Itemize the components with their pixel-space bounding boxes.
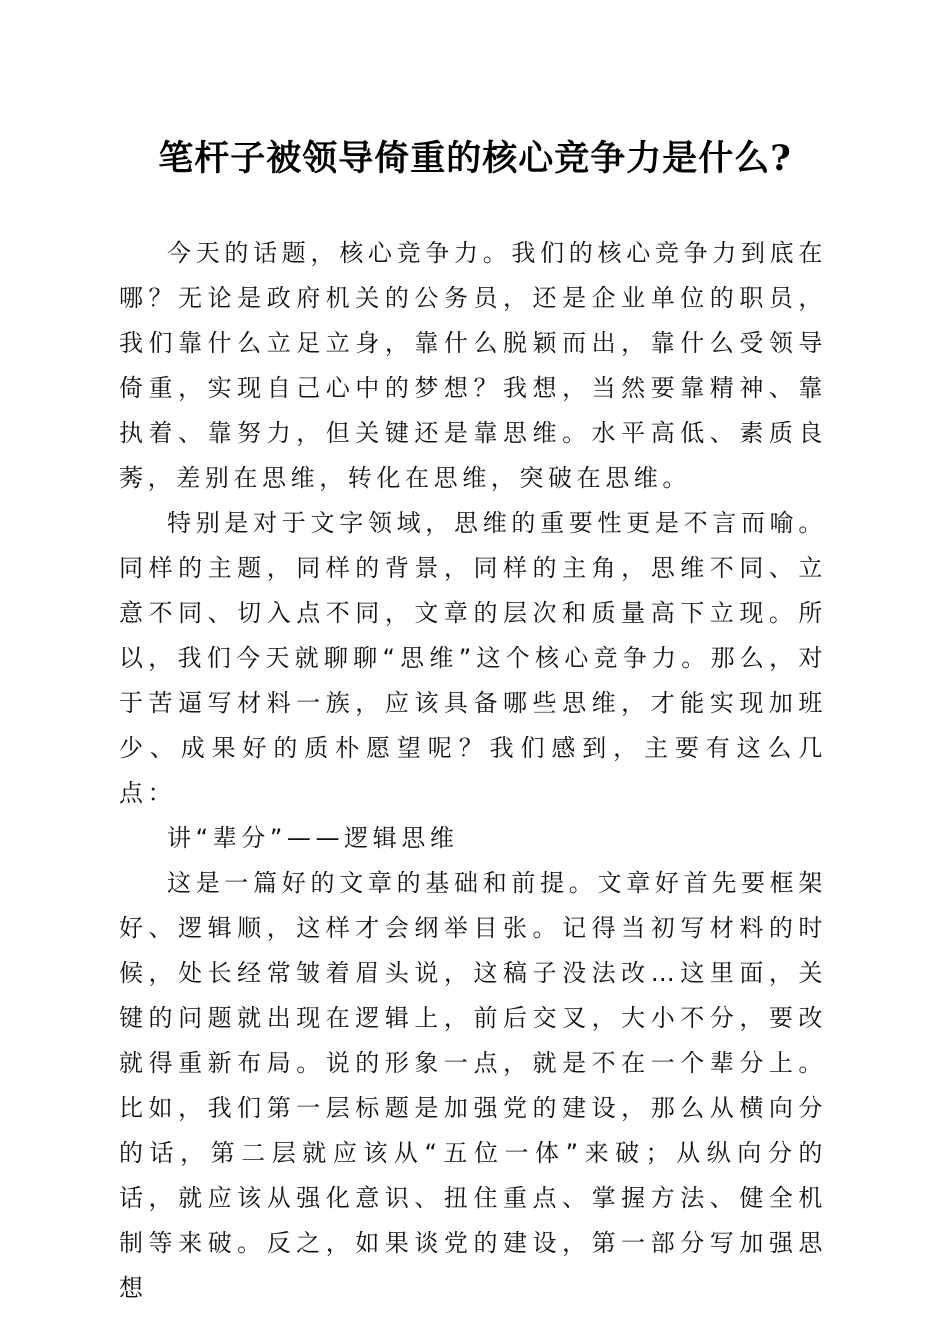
- paragraph-logic-thinking: 这是一篇好的文章的基础和前提。文章好首先要框架好、逻辑顺，这样才会纲举目张。记得当初写材料的时候，处长经常皱着眉头说，这稿子没法改…这里面，关键的问题就出现在逻辑上，前后交叉，大小不分，要改就得重新布局。说的形象一点，就是不在一个辈分上。比如，我们第一层标题是加强党的建设，那么从横向分的话，第二层就应该从“五位一体”来破；从纵向分的话，就应该从强化意识、扭住重点、掌握方法、健全机制等来破。反之，如果谈党的建设，第一部分写加强思想: [119, 869, 827, 1302]
- document-body: [119, 231, 827, 1311]
- section-heading-logic-thinking: 讲“辈分”——逻辑思维: [167, 824, 459, 852]
- document-title: 笔杆子被领导倚重的核心竞争力是什么?: [158, 138, 792, 179]
- paragraph-writing-thinking: 特别是对于文字领域，思维的重要性更是不言而喻。同样的主题，同样的背景，同样的主角，思维不同、立意不同、切入点不同，文章的层次和质量高下立现。所以，我们今天就聊聊“思维”这个核心竞争力。那么，对于苦逼写材料一族，应该具备哪些思维，才能实现加班少、成果好的质朴愿望呢？我们感到，主要有这么几点：: [119, 509, 827, 807]
- paragraph-intro: 今天的话题，核心竞争力。我们的核心竞争力到底在哪？无论是政府机关的公务员，还是企业单位的职员，我们靠什么立足立身，靠什么脱颖而出，靠什么受领导倚重，实现自己心中的梦想？我想，当然要靠精神、靠执着、靠努力，但关键还是靠思维。水平高低、素质良莠，差别在思维，转化在思维，突破在思维。: [119, 239, 827, 492]
